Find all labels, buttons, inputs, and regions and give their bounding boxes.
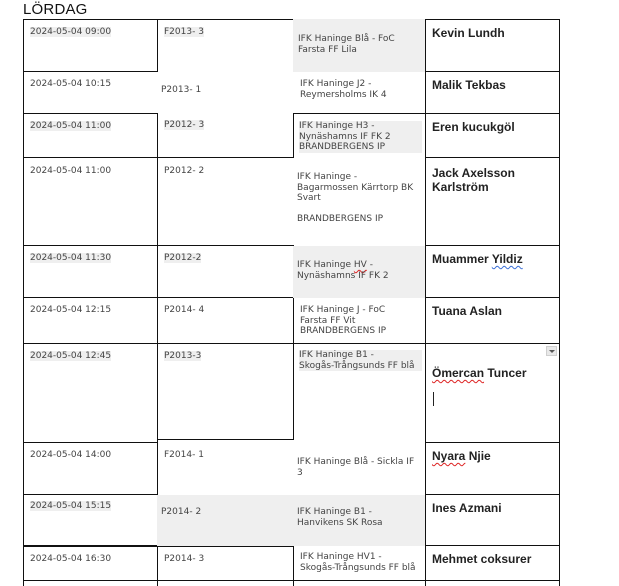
match-description: IFK Haninge Blå - FoC Farsta FF Lila <box>298 34 395 55</box>
match-cell[interactable] <box>293 546 426 581</box>
table-row <box>23 495 560 546</box>
match-description: IFK Haninge J - FoC Farsta FF Vit BRANDBERGENS IP <box>300 305 387 336</box>
team-cell[interactable] <box>157 298 294 344</box>
table-row <box>23 298 560 344</box>
team-cell[interactable] <box>157 19 294 72</box>
time-cell[interactable] <box>23 495 158 546</box>
referee-cell[interactable] <box>425 443 560 495</box>
time-cell[interactable] <box>23 19 158 72</box>
referee-cell-editing[interactable] <box>425 344 560 443</box>
spellcheck-flagged-word[interactable]: Nyara <box>432 449 466 463</box>
match-cell[interactable] <box>293 246 426 298</box>
time-cell[interactable] <box>23 298 158 344</box>
day-title: LÖRDAG <box>23 1 88 18</box>
referee-cell[interactable] <box>425 495 560 546</box>
grammar-flagged-word[interactable]: Yildiz <box>491 252 523 266</box>
referee-last-name: Tuncer <box>484 366 527 380</box>
match-time: 2024-05-04 11:30 <box>30 253 112 263</box>
match-time: 2024-05-04 11:00 <box>30 121 112 131</box>
referee-cell[interactable] <box>425 113 560 158</box>
referee-name: Jack Axelsson Karlström <box>432 166 515 194</box>
table-row-partial <box>23 581 560 586</box>
referee-cell[interactable] <box>425 246 560 298</box>
match-description: IFK Haninge - Bagarmossen Kärrtorp BK Svart BRANDBERGENS IP <box>297 172 414 224</box>
match-description: IFK Haninge Blå - Sickla IF 3 <box>297 457 415 478</box>
match-cell[interactable] <box>293 495 426 546</box>
match-time: 2024-05-04 12:15 <box>30 305 112 315</box>
spellcheck-flagged-word[interactable]: Ömercan <box>432 366 485 380</box>
match-description: IFK Haninge HV1 - Skogås-Trångsunds FF blå <box>300 552 416 573</box>
match-cell[interactable] <box>293 113 426 158</box>
team-name: P2014- 2 <box>161 507 202 517</box>
referee-name: Kevin Lundh <box>432 26 505 40</box>
match-time: 2024-05-04 10:15 <box>30 79 112 89</box>
team-cell[interactable] <box>157 581 294 586</box>
referee-last-name: Njie <box>465 449 491 463</box>
match-cell[interactable] <box>293 581 426 586</box>
text-cursor <box>433 392 434 406</box>
referee-name: Tuana Aslan <box>432 304 503 318</box>
table-row <box>23 546 560 581</box>
team-name: P2012- 3 <box>164 120 205 130</box>
match-time: 2024-05-04 14:00 <box>30 450 112 460</box>
referee-first-name: Muammer <box>432 252 492 266</box>
match-description: IFK Haninge H3 - Nynäshamns IF FK 2 BRANDBERGENS IP <box>299 121 422 153</box>
referee-name <box>432 449 555 463</box>
team-cell[interactable] <box>157 158 294 246</box>
time-cell[interactable] <box>23 246 158 298</box>
match-cell[interactable] <box>293 19 426 72</box>
time-cell[interactable] <box>23 158 158 246</box>
referee-name: Ines Azmani <box>432 501 502 515</box>
table-row <box>23 72 560 113</box>
match-cell[interactable] <box>293 344 426 443</box>
time-cell[interactable] <box>23 546 158 581</box>
referee-cell[interactable] <box>425 72 560 113</box>
team-cell[interactable] <box>157 443 294 495</box>
team-cell[interactable] <box>157 546 294 581</box>
table-row <box>23 158 560 246</box>
table-row <box>23 344 560 443</box>
time-cell[interactable] <box>23 113 158 158</box>
team-cell[interactable] <box>157 113 294 158</box>
team-cell[interactable] <box>157 495 294 546</box>
cell-dropdown-button[interactable] <box>546 346 557 356</box>
team-name: P2013-3 <box>164 351 202 361</box>
match-cell[interactable] <box>293 443 426 495</box>
referee-name: Eren kucukgöl <box>432 120 515 134</box>
referee-name <box>432 366 555 380</box>
match-description: IFK Haninge B1 - Hanvikens SK Rosa <box>297 507 383 528</box>
team-cell[interactable] <box>157 72 294 113</box>
match-description: IFK Haninge J2 - Reymersholms IK 4 <box>300 79 387 100</box>
table-row <box>23 113 560 158</box>
table-row <box>23 246 560 298</box>
match-time: 2024-05-04 16:30 <box>30 554 112 564</box>
table-row <box>23 443 560 495</box>
table-row <box>23 19 560 72</box>
match-time: 2024-05-04 15:15 <box>30 501 112 511</box>
team-cell[interactable] <box>157 246 294 298</box>
referee-name: Malik Tekbas <box>432 78 506 92</box>
referee-name: Mehmet coksurer <box>432 552 532 566</box>
match-description: IFK Haninge B1 - Skogås-Trångsunds FF blå <box>299 350 422 371</box>
team-name: P2014- 4 <box>164 305 205 315</box>
referee-cell[interactable] <box>425 158 560 246</box>
time-cell[interactable] <box>23 581 158 586</box>
match-text-part: - Nynäshamns IF FK 2 <box>297 260 389 281</box>
match-time: 2024-05-04 12:45 <box>30 351 112 361</box>
match-cell[interactable] <box>293 158 426 246</box>
team-name: P2012- 2 <box>164 166 205 176</box>
referee-cell[interactable] <box>425 581 560 586</box>
referee-name <box>432 252 555 266</box>
team-name: F2013- 3 <box>164 27 204 37</box>
referee-cell[interactable] <box>425 19 560 72</box>
team-name: P2014- 3 <box>164 554 205 564</box>
referee-cell[interactable] <box>425 546 560 581</box>
match-time: 2024-05-04 11:00 <box>30 166 112 176</box>
match-cell[interactable] <box>293 298 426 344</box>
team-name: F2014- 1 <box>164 450 204 460</box>
spellcheck-flagged-word[interactable]: HV <box>353 260 367 270</box>
match-cell[interactable] <box>293 72 426 113</box>
time-cell[interactable] <box>23 72 158 113</box>
team-cell[interactable] <box>157 344 294 440</box>
team-name: P2013- 1 <box>161 85 202 95</box>
match-time: 2024-05-04 09:00 <box>30 27 112 37</box>
match-text-part: IFK Haninge <box>297 260 354 270</box>
time-cell[interactable] <box>23 344 158 443</box>
referee-cell[interactable] <box>425 298 560 344</box>
team-name: P2012-2 <box>164 253 202 263</box>
match-description <box>297 260 422 281</box>
time-cell[interactable] <box>23 443 158 495</box>
